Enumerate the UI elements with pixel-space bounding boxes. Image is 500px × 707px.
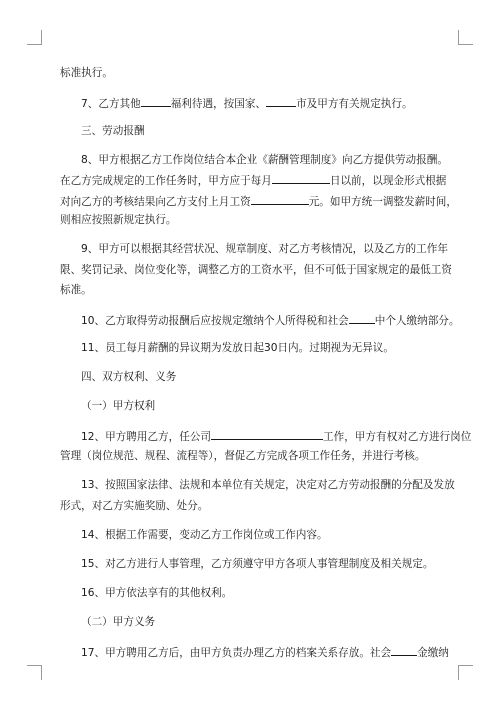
subsection-heading: [81, 615, 155, 629]
paragraph-line: [81, 557, 433, 571]
text-span: 形式，对乙方实施奖励、处分。: [60, 500, 209, 512]
paragraph-line: [60, 283, 92, 297]
text-span: 在乙方完成规定的工作任务时，甲方应于每月: [60, 175, 272, 187]
paragraph-line: [60, 193, 457, 209]
text-span: （一）甲方权利: [81, 400, 156, 412]
crop-mark-top-left: [27, 30, 42, 45]
text-span: 13、按照国家法律、法规和本单位有关规定，决定对乙方劳动报酬的分配及发放: [81, 479, 455, 491]
blank-line: [349, 312, 375, 324]
text-span: 元。如甲方统一调整发薪时间，: [308, 196, 457, 208]
text-span: 日以前，以现金形式根据: [329, 175, 447, 187]
text-span: 8、甲方根据乙方工作岗位结合本企业《薪酬管理制度》向乙方提供劳动报酬。: [81, 154, 448, 166]
paragraph-line: [60, 172, 446, 188]
text-span: 限、奖罚记录、岗位变化等，调整乙方的工资水平，但不可低于国家规定的最低工资: [60, 264, 452, 276]
text-span: 四、双方权利、义务: [81, 371, 177, 383]
text-span: 市及甲方有关规定执行。: [296, 98, 413, 110]
crop-mark-bottom-right: [458, 665, 473, 680]
crop-mark-top-right: [458, 30, 473, 45]
text-span: 工作，甲方有权对乙方进行岗位: [323, 431, 472, 443]
blank-line: [141, 95, 171, 107]
section-heading: [81, 370, 176, 384]
text-span: 中个人缴纳部分。: [374, 315, 460, 327]
text-span: 10、乙方取得劳动报酬后应按规定缴纳个人所得税和社会: [81, 315, 349, 327]
text-span: 16、甲方依法享有的其他权利。: [81, 587, 233, 599]
text-span: 则相应按照新规定执行。: [60, 214, 177, 226]
text-span: 标准执行。: [60, 67, 113, 79]
paragraph-line: [81, 312, 459, 328]
section-heading: [81, 124, 145, 138]
text-span: 11、员工每月薪酬的异议期为发放日起30日内。过期视为无异议。: [81, 342, 394, 354]
paragraph-line: [60, 213, 177, 227]
text-span: 对向乙方的考核结果向乙方支付上月工资: [60, 196, 251, 208]
paragraph-line: [81, 528, 328, 542]
paragraph-line: [81, 242, 448, 256]
blank-line: [266, 95, 296, 107]
paragraph-line: [81, 428, 471, 444]
text-span: （二）甲方义务: [81, 616, 156, 628]
subsection-heading: [81, 399, 155, 413]
blank-line: [251, 193, 309, 205]
text-span: 14、根据工作需要，变动乙方工作岗位或工作内容。: [81, 529, 328, 541]
paragraph-line: [60, 263, 452, 277]
text-span: 9、甲方可以根据其经营状况、规章制度、对乙方考核情况，以及乙方的工作年: [81, 243, 448, 255]
paragraph-line: [60, 449, 425, 463]
paragraph-line: [81, 586, 232, 600]
text-span: 7、乙方其他: [81, 98, 141, 110]
text-span: 福利待遇，按国家、: [170, 98, 267, 110]
paragraph-line: [60, 66, 113, 80]
text-span: 17、甲方聘用乙方后，由甲方负责办理乙方的档案关系存放。社会: [81, 647, 392, 659]
blank-line: [391, 644, 417, 656]
blank-line: [211, 428, 323, 440]
text-span: 12、甲方聘用乙方，任公司: [81, 431, 212, 443]
paragraph-line: [60, 499, 208, 513]
paragraph-line: [81, 153, 448, 167]
text-span: 15、对乙方进行人事管理，乙方须遵守甲方各项人事管理制度及相关规定。: [81, 558, 434, 570]
blank-line: [272, 172, 330, 184]
paragraph-line: [81, 341, 394, 355]
paragraph-line: [81, 478, 455, 492]
text-span: 管理（岗位规范、规程、流程等），督促乙方完成各项工作任务，并进行考核。: [60, 450, 426, 462]
text-span: 标准。: [60, 284, 92, 296]
paragraph-line: [81, 644, 449, 660]
text-span: 三、劳动报酬: [81, 125, 145, 137]
text-span: 金缴纳: [417, 647, 449, 659]
paragraph-line: [81, 95, 413, 111]
crop-mark-bottom-left: [27, 665, 42, 680]
